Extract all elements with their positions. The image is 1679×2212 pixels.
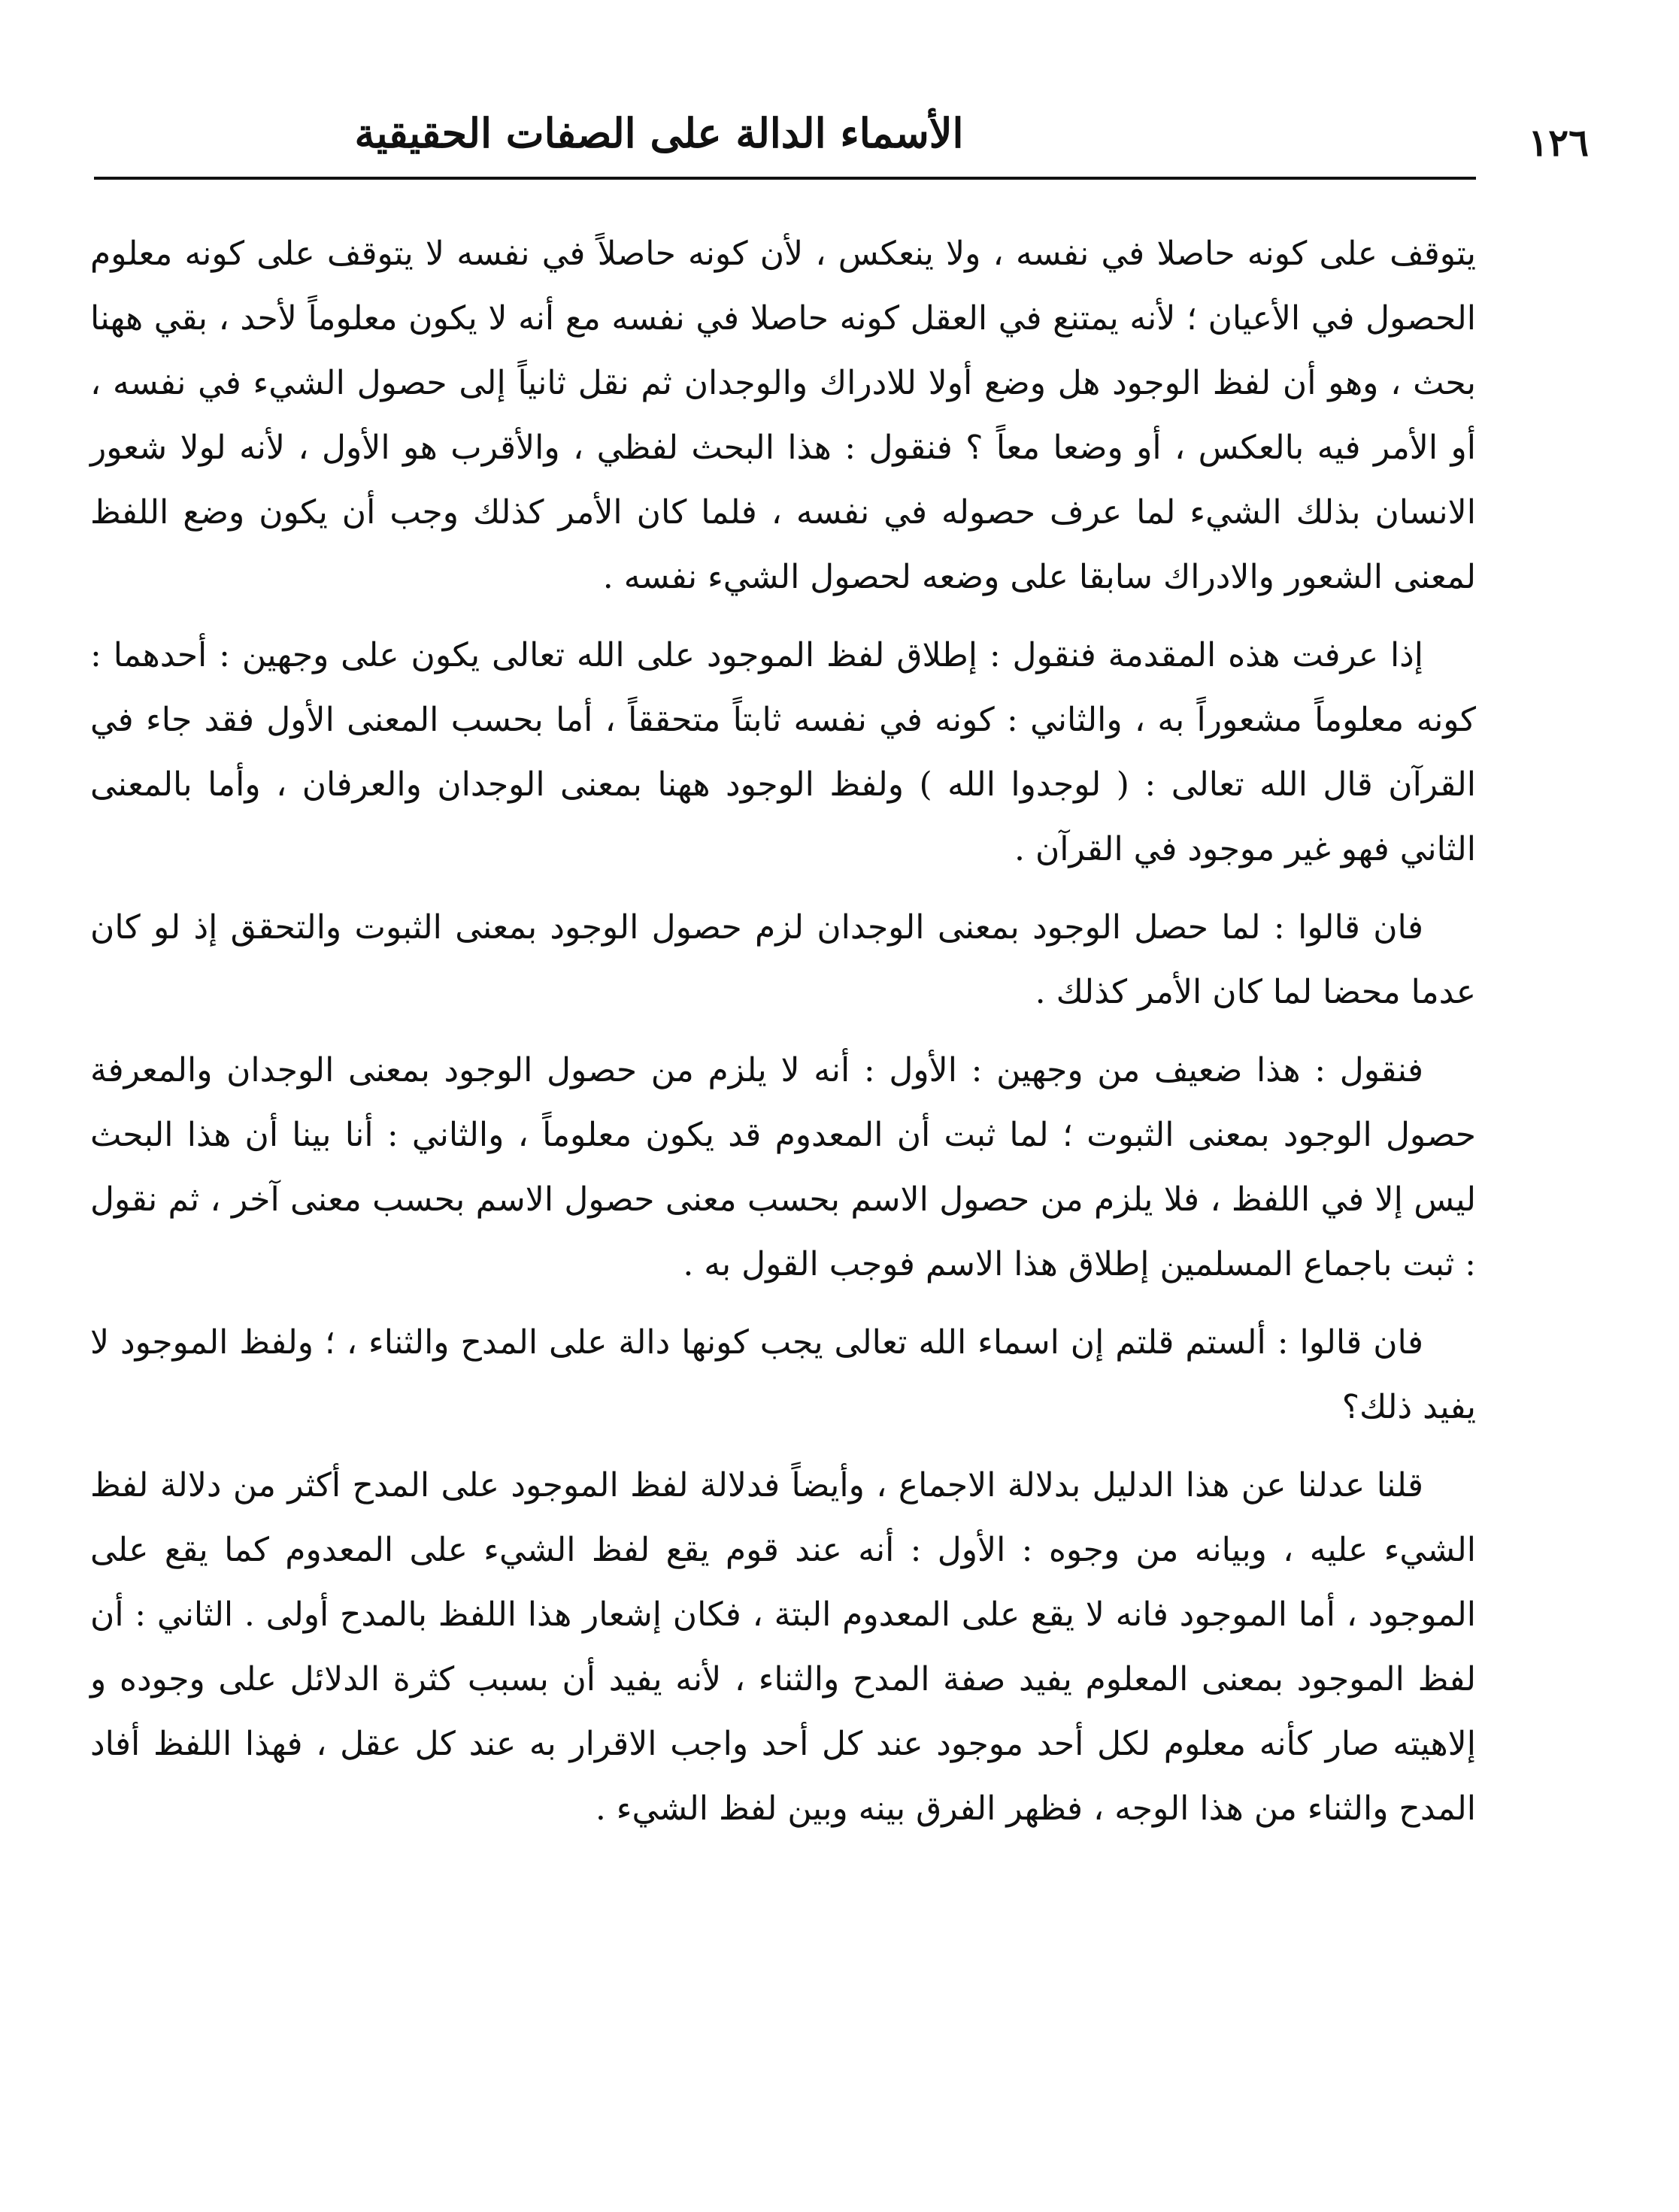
page-header xyxy=(90,90,1589,180)
header-rule xyxy=(94,177,1476,180)
paragraph-4: فنقول : هذا ضعيف من وجهين : الأول : أنه لا يلزم من حصول الوجود بمعنى الوجدان والمعرفة حصول الوجود بمعنى الثبوت ؛ لما ثبت أن المعدوم قد يكون معلوماً ، والثاني : أنا بينا أن هذا البحث ليس إلا في اللفظ ، فلا يلزم من حصول الاسم بحسب معنى حصول الاسم بحسب معنى آخر ، ثم نقول : ثبت باجماع المسلمين إطلاق هذا الاسم فوجب القول به . xyxy=(90,1051,1476,1283)
paragraph-1: يتوقف على كونه حاصلا في نفسه ، ولا ينعكس ، لأن كونه حاصلاً في نفسه لا يتوقف على كونه معلوم الحصول في الأعيان ؛ لأنه يمتنع في العقل كونه حاصلا في نفسه مع أنه لا يكون معلوماً لأحد ، بقي ههنا بحث ، وهو أن لفظ الوجود هل وضع أولا للادراك والوجدان ثم نقل ثانياً إلى حصول الشيء في نفسه ، أو الأمر فيه بالعكس ، أو وضعا معاً ؟ فنقول : هذا البحث لفظي ، والأقرب هو الأول ، لأنه لولا شعور الانسان بذلك الشيء لما عرف حصوله في نفسه ، فلما كان الأمر كذلك وجب أن يكون وضع اللفظ لمعنى الشعور والادراك سابقا على وضعه لحصول الشيء نفسه . xyxy=(90,235,1477,596)
paragraph-5: فان قالوا : ألستم قلتم إن اسماء الله تعالى يجب كونها دالة على المدح والثناء ، ؛ ولفظ الموجود لا يفيد ذلك؟ xyxy=(90,1323,1476,1426)
paragraph-6: قلنا عدلنا عن هذا الدليل بدلالة الاجماع ، وأيضاً فدلالة لفظ الموجود على المدح أكثر من دلالة لفظ الشيء عليه ، وبيانه من وجوه : الأول : أنه عند قوم يقع لفظ الشيء على المعدوم كما يقع على الموجود ، أما الموجود فانه لا يقع على المعدوم البتة ، فكان إشعار هذا اللفظ بالمدح أولى . الثاني : أن لفظ الموجود بمعنى المعلوم يفيد صفة المدح والثناء ، لأنه يفيد أن بسبب كثرة الدلائل على وجوده و إلاهيته صار كأنه معلوم لكل أحد موجود عند كل أحد واجب الاقرار به عند كل عقل ، فهذا اللفظ أفاد المدح والثناء من هذا الوجه ، فظهر الفرق بينه وبين لفظ الشيء . xyxy=(90,1466,1476,1828)
paragraph-3: فان قالوا : لما حصل الوجود بمعنى الوجدان لزم حصول الوجود بمعنى الثبوت والتحقق إذ لو كان عدما محضا لما كان الأمر كذلك . xyxy=(90,908,1476,1011)
page-body xyxy=(90,222,1476,1855)
running-title: الأسماء الدالة على الصفات الحقيقية xyxy=(354,109,964,157)
paragraph-2: إذا عرفت هذه المقدمة فنقول : إطلاق لفظ الموجود على الله تعالى يكون على وجهين : أحدهما : كونه معلوماً مشعوراً به ، والثاني : كونه في نفسه ثابتاً متحققاً ، أما بحسب المعنى الأول فقد جاء في القرآن قال الله تعالى : ( لوجدوا الله ) ولفظ الوجود ههنا بمعنى الوجدان والعرفان ، وأما بالمعنى الثاني فهو غير موجود في القرآن . xyxy=(90,636,1476,868)
page-number: ١٢٦ xyxy=(1528,120,1589,165)
